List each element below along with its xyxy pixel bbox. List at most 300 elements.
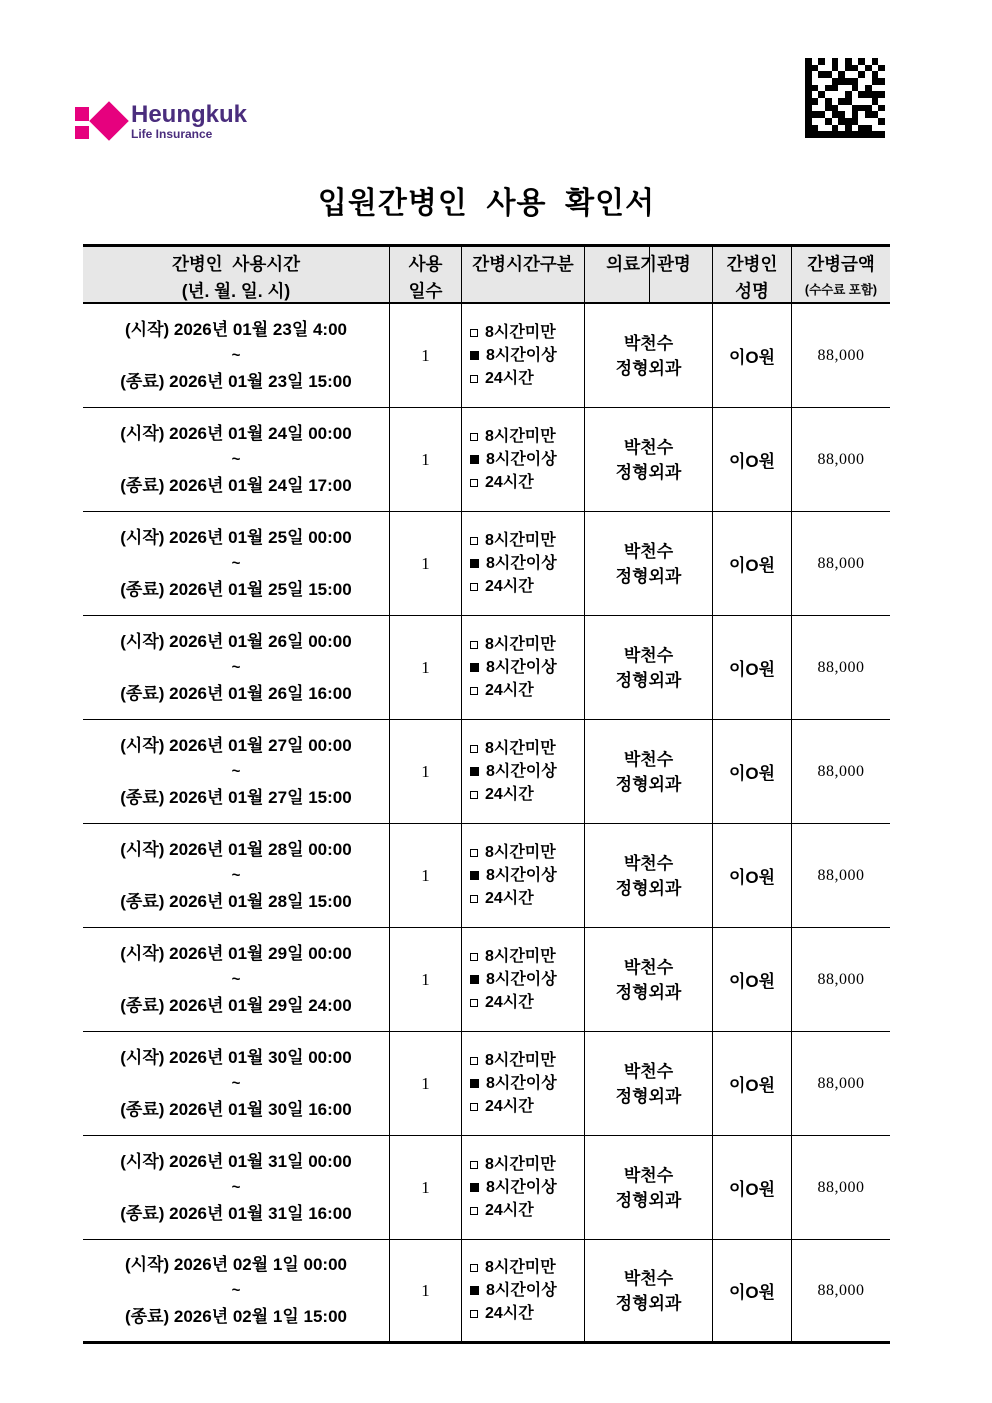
amount-cell (792, 824, 890, 927)
duration-option-label: 8시간미만 (485, 1259, 556, 1276)
duration-option-label: 24시간 (485, 682, 534, 699)
barcode-module (838, 91, 845, 98)
tilde-separator: ~ (231, 346, 241, 364)
barcode-module (872, 98, 879, 105)
checkbox-unchecked-icon (470, 999, 478, 1007)
barcode-module (818, 78, 825, 85)
barcode-module (872, 111, 879, 118)
duration-cell (462, 616, 585, 719)
table-row (83, 512, 890, 616)
duration-option-label: 8시간이상 (486, 451, 557, 468)
duration-option-label: 8시간미만 (485, 1052, 556, 1069)
barcode-module (832, 111, 839, 118)
barcode-module (845, 125, 852, 132)
barcode-module (805, 105, 812, 112)
table-row (83, 1136, 890, 1240)
hospital-name-line2: 정형외과 (615, 1293, 682, 1313)
barcode-module (832, 78, 839, 85)
barcode-module (832, 105, 839, 112)
duration-cell (462, 1136, 585, 1239)
barcode-module (845, 118, 852, 125)
barcode-module (872, 65, 879, 72)
usage-time-cell (83, 1240, 390, 1341)
end-time: (종료) 2026년 01월 30일 16:00 (120, 1099, 352, 1119)
duration-option (470, 1279, 557, 1302)
days-cell (390, 1240, 462, 1341)
start-time: (시작) 2026년 01월 31일 00:00 (120, 1151, 352, 1171)
days-value: 1 (421, 761, 430, 781)
hospital-name-line2: 정형외과 (615, 1086, 682, 1106)
checkbox-checked-icon (470, 975, 479, 984)
duration-option-label: 24시간 (485, 1305, 534, 1322)
caregiver-usage-table (83, 244, 890, 1344)
header-days-line1: 사용 (408, 254, 443, 274)
usage-time-cell (83, 1032, 390, 1135)
barcode-module (825, 71, 832, 78)
logo-diamond-icon (89, 101, 129, 141)
barcode-module (818, 111, 825, 118)
duration-option (470, 1049, 556, 1072)
start-time: (시작) 2026년 02월 1일 00:00 (125, 1254, 347, 1274)
barcode-module (845, 85, 852, 92)
tilde-separator: ~ (231, 762, 241, 780)
usage-time-cell (83, 824, 390, 927)
duration-option-label: 8시간미만 (485, 948, 556, 965)
start-time: (시작) 2026년 01월 26일 00:00 (120, 631, 352, 651)
checkbox-unchecked-icon (470, 641, 478, 649)
caregiver-name: 이O원 (728, 1180, 776, 1199)
barcode-module (858, 65, 865, 72)
barcode-module (845, 58, 852, 65)
tilde-separator: ~ (231, 450, 241, 468)
barcode-module (838, 58, 845, 65)
checkbox-checked-icon (470, 559, 479, 568)
hospital-cell (585, 824, 713, 927)
usage-time-cell (83, 408, 390, 511)
hospital-cell (585, 304, 713, 407)
data-matrix-barcode-icon (805, 58, 885, 138)
barcode-module (865, 78, 872, 85)
checkbox-unchecked-icon (470, 1310, 478, 1318)
days-cell (390, 408, 462, 511)
start-time: (시작) 2026년 01월 29일 00:00 (120, 943, 352, 963)
barcode-module (878, 118, 885, 125)
checkbox-checked-icon (470, 1286, 479, 1295)
duration-option (470, 783, 534, 806)
barcode-module (845, 65, 852, 72)
start-time: (시작) 2026년 01월 28일 00:00 (120, 839, 352, 859)
barcode-module (825, 91, 832, 98)
barcode-module (838, 125, 845, 132)
barcode-module (805, 78, 812, 85)
days-value: 1 (421, 1177, 430, 1197)
duration-option-label: 24시간 (485, 994, 534, 1011)
checkbox-unchecked-icon (470, 329, 478, 337)
barcode-module (818, 118, 825, 125)
duration-option (470, 1176, 557, 1199)
barcode-module (865, 65, 872, 72)
days-cell (390, 928, 462, 1031)
usage-time-cell (83, 616, 390, 719)
duration-option-label: 8시간미만 (485, 740, 556, 757)
barcode-module (872, 105, 879, 112)
header-hospital (585, 247, 713, 302)
duration-cell (462, 304, 585, 407)
tilde-separator: ~ (231, 970, 241, 988)
end-time: (종료) 2026년 01월 26일 16:00 (120, 683, 352, 703)
barcode-module (818, 98, 825, 105)
checkbox-unchecked-icon (470, 1057, 478, 1065)
checkbox-unchecked-icon (470, 1207, 478, 1215)
barcode-module (852, 58, 859, 65)
caregiver-cell (713, 928, 792, 1031)
hospital-cell (585, 408, 713, 511)
barcode-module (832, 71, 839, 78)
duration-option-label: 8시간이상 (486, 555, 557, 572)
duration-cell (462, 1032, 585, 1135)
barcode-module (852, 105, 859, 112)
barcode-module (878, 105, 885, 112)
barcode-module (865, 105, 872, 112)
barcode-module (832, 98, 839, 105)
amount-value: 88,000 (817, 1281, 865, 1299)
duration-option (470, 760, 557, 783)
days-value: 1 (421, 345, 430, 365)
logo-brand-name: Heungkuk (131, 101, 248, 128)
barcode-module (852, 85, 859, 92)
hospital-name-line2: 정형외과 (615, 566, 682, 586)
barcode-module (838, 98, 845, 105)
checkbox-unchecked-icon (470, 791, 478, 799)
duration-option-label: 24시간 (485, 786, 534, 803)
amount-value: 88,000 (817, 346, 865, 364)
table-row (83, 720, 890, 824)
amount-cell (792, 304, 890, 407)
amount-value: 88,000 (817, 1074, 865, 1092)
header-days (390, 247, 462, 302)
duration-option (470, 1199, 534, 1222)
tilde-separator: ~ (231, 554, 241, 572)
barcode-module (845, 111, 852, 118)
checkbox-unchecked-icon (470, 537, 478, 545)
caregiver-name: 이O원 (728, 972, 776, 991)
duration-option (470, 633, 556, 656)
header-duration-label: 간병시간구분 (472, 254, 574, 274)
barcode-module (858, 58, 865, 65)
header-caregiver-line2: 성명 (735, 281, 769, 301)
barcode-module (818, 65, 825, 72)
heungkuk-logo (75, 100, 247, 144)
barcode-module (858, 78, 865, 85)
tilde-separator: ~ (231, 1074, 241, 1092)
barcode-module (825, 125, 832, 132)
checkbox-checked-icon (470, 351, 479, 360)
amount-value: 88,000 (817, 762, 865, 780)
barcode-module (865, 131, 872, 138)
caregiver-cell (713, 824, 792, 927)
caregiver-cell (713, 720, 792, 823)
days-cell (390, 616, 462, 719)
table-row (83, 616, 890, 720)
barcode-module (865, 125, 872, 132)
barcode-module (878, 78, 885, 85)
barcode-module (818, 105, 825, 112)
barcode-module (852, 118, 859, 125)
barcode-module (852, 91, 859, 98)
checkbox-checked-icon (470, 455, 479, 464)
duration-option (470, 529, 556, 552)
barcode-module (845, 78, 852, 85)
tilde-separator: ~ (231, 866, 241, 884)
hospital-name-line1: 박천수 (623, 1061, 674, 1081)
days-value: 1 (421, 865, 430, 885)
barcode-module (812, 105, 819, 112)
page-title: 입원간병인 사용 확인서 (317, 187, 656, 220)
amount-cell (792, 1240, 890, 1341)
barcode-module (865, 98, 872, 105)
barcode-module (838, 78, 845, 85)
barcode-module (838, 131, 845, 138)
end-time: (종료) 2026년 01월 25일 15:00 (120, 579, 352, 599)
hospital-name-line1: 박천수 (623, 645, 674, 665)
caregiver-name: 이O원 (728, 764, 776, 783)
barcode-module (812, 125, 819, 132)
duration-option (470, 656, 557, 679)
duration-option (470, 552, 557, 575)
barcode-module (858, 125, 865, 132)
duration-option-label: 8시간미만 (485, 844, 556, 861)
barcode-module (832, 118, 839, 125)
checkbox-unchecked-icon (470, 953, 478, 961)
barcode-module (858, 111, 865, 118)
header-days-line2: 일수 (408, 281, 443, 301)
barcode-module (845, 98, 852, 105)
hospital-cell (585, 720, 713, 823)
barcode-module (852, 131, 859, 138)
duration-option (470, 425, 556, 448)
caregiver-name: 이O원 (728, 348, 776, 367)
duration-option-label: 24시간 (485, 890, 534, 907)
duration-option (470, 448, 557, 471)
amount-cell (792, 928, 890, 1031)
duration-cell (462, 408, 585, 511)
hospital-name-line1: 박천수 (623, 333, 674, 353)
barcode-module (872, 131, 879, 138)
caregiver-cell (713, 616, 792, 719)
duration-option (470, 1072, 557, 1095)
duration-cell (462, 928, 585, 1031)
barcode-module (872, 91, 879, 98)
table-row (83, 1032, 890, 1136)
duration-cell (462, 1240, 585, 1341)
table-body (83, 304, 890, 1344)
duration-option-label: 8시간이상 (486, 347, 557, 364)
table-header-row (83, 244, 890, 304)
end-time: (종료) 2026년 01월 27일 15:00 (120, 787, 352, 807)
table-row (83, 1240, 890, 1344)
caregiver-name: 이O원 (728, 556, 776, 575)
duration-option (470, 471, 534, 494)
barcode-module (812, 111, 819, 118)
usage-time-cell (83, 928, 390, 1031)
barcode-module (825, 78, 832, 85)
barcode-module (825, 111, 832, 118)
barcode-module (872, 58, 879, 65)
tilde-separator: ~ (231, 658, 241, 676)
barcode-module (805, 91, 812, 98)
amount-value: 88,000 (817, 1178, 865, 1196)
barcode-module (858, 118, 865, 125)
barcode-module (818, 131, 825, 138)
barcode-module (825, 65, 832, 72)
duration-option (470, 887, 534, 910)
barcode-module (825, 118, 832, 125)
barcode-module (858, 98, 865, 105)
duration-option (470, 968, 557, 991)
barcode-module (872, 78, 879, 85)
barcode-module (878, 111, 885, 118)
duration-cell (462, 824, 585, 927)
barcode-module (838, 111, 845, 118)
barcode-module (845, 131, 852, 138)
barcode-module (825, 58, 832, 65)
end-time: (종료) 2026년 01월 29일 24:00 (120, 995, 352, 1015)
barcode-module (878, 98, 885, 105)
usage-time-cell (83, 304, 390, 407)
duration-option-label: 8시간미만 (485, 428, 556, 445)
usage-time-cell (83, 512, 390, 615)
barcode-module (865, 85, 872, 92)
barcode-module (878, 91, 885, 98)
caregiver-name: 이O원 (728, 1283, 776, 1302)
caregiver-name: 이O원 (728, 452, 776, 471)
duration-option-label: 8시간이상 (486, 1075, 557, 1092)
checkbox-unchecked-icon (470, 479, 478, 487)
checkbox-unchecked-icon (470, 1103, 478, 1111)
barcode-module (812, 65, 819, 72)
checkbox-checked-icon (470, 871, 479, 880)
amount-cell (792, 1136, 890, 1239)
barcode-module (858, 71, 865, 78)
barcode-module (852, 78, 859, 85)
hospital-name-line1: 박천수 (623, 853, 674, 873)
amount-value: 88,000 (817, 658, 865, 676)
days-cell (390, 1032, 462, 1135)
barcode-module (838, 85, 845, 92)
duration-option-label: 24시간 (485, 1202, 534, 1219)
amount-cell (792, 616, 890, 719)
duration-option (470, 1095, 534, 1118)
duration-option-label: 24시간 (485, 578, 534, 595)
checkbox-unchecked-icon (470, 1264, 478, 1272)
caregiver-cell (713, 512, 792, 615)
barcode-module (845, 91, 852, 98)
days-value: 1 (421, 657, 430, 677)
amount-value: 88,000 (817, 450, 865, 468)
logo-square-icon (75, 126, 89, 139)
hospital-name-line2: 정형외과 (615, 982, 682, 1002)
tilde-separator: ~ (231, 1178, 241, 1196)
barcode-module (805, 125, 812, 132)
barcode-module (878, 125, 885, 132)
duration-option-label: 8시간미만 (485, 1156, 556, 1173)
hospital-cell (585, 1136, 713, 1239)
amount-value: 88,000 (817, 866, 865, 884)
barcode-module (818, 58, 825, 65)
header-duration-category (462, 247, 585, 302)
checkbox-unchecked-icon (470, 687, 478, 695)
barcode-module (845, 105, 852, 112)
barcode-module (852, 111, 859, 118)
barcode-module (825, 105, 832, 112)
barcode-module (852, 71, 859, 78)
duration-cell (462, 720, 585, 823)
barcode-module (805, 118, 812, 125)
checkbox-checked-icon (470, 767, 479, 776)
duration-option (470, 344, 557, 367)
start-time: (시작) 2026년 01월 24일 00:00 (120, 423, 352, 443)
hospital-cell (585, 928, 713, 1031)
checkbox-unchecked-icon (470, 895, 478, 903)
duration-option (470, 864, 557, 887)
barcode-module (818, 125, 825, 132)
barcode-module (832, 65, 839, 72)
days-cell (390, 512, 462, 615)
barcode-module (845, 71, 852, 78)
end-time: (종료) 2026년 01월 31일 16:00 (120, 1203, 352, 1223)
barcode-module (805, 65, 812, 72)
table-row (83, 928, 890, 1032)
barcode-module (872, 85, 879, 92)
start-time: (시작) 2026년 01월 27일 00:00 (120, 735, 352, 755)
barcode-module (832, 131, 839, 138)
duration-option-label: 8시간이상 (486, 659, 557, 676)
barcode-module (852, 98, 859, 105)
barcode-module (818, 91, 825, 98)
end-time: (종료) 2026년 02월 1일 15:00 (125, 1306, 347, 1326)
barcode-module (832, 58, 839, 65)
checkbox-checked-icon (470, 1183, 479, 1192)
duration-option (470, 841, 556, 864)
amount-cell (792, 1032, 890, 1135)
duration-option-label: 24시간 (485, 474, 534, 491)
hospital-name-line2: 정형외과 (615, 878, 682, 898)
hospital-cell (585, 1240, 713, 1341)
header-amount (792, 247, 890, 302)
duration-option-label: 24시간 (485, 1098, 534, 1115)
barcode-module (865, 58, 872, 65)
header-hospital-label: 의료기관명 (606, 254, 691, 274)
table-row (83, 824, 890, 928)
barcode-module (805, 71, 812, 78)
amount-cell (792, 512, 890, 615)
checkbox-unchecked-icon (470, 1161, 478, 1169)
barcode-module (852, 125, 859, 132)
barcode-module (818, 71, 825, 78)
barcode-module (812, 91, 819, 98)
hospital-name-line2: 정형외과 (615, 1190, 682, 1210)
hospital-name-line2: 정형외과 (615, 358, 682, 378)
checkbox-unchecked-icon (470, 583, 478, 591)
usage-time-cell (83, 720, 390, 823)
barcode-module (825, 131, 832, 138)
duration-option-label: 24시간 (485, 370, 534, 387)
days-value: 1 (421, 969, 430, 989)
usage-time-cell (83, 1136, 390, 1239)
barcode-module (805, 111, 812, 118)
barcode-module (812, 118, 819, 125)
caregiver-cell (713, 1032, 792, 1135)
